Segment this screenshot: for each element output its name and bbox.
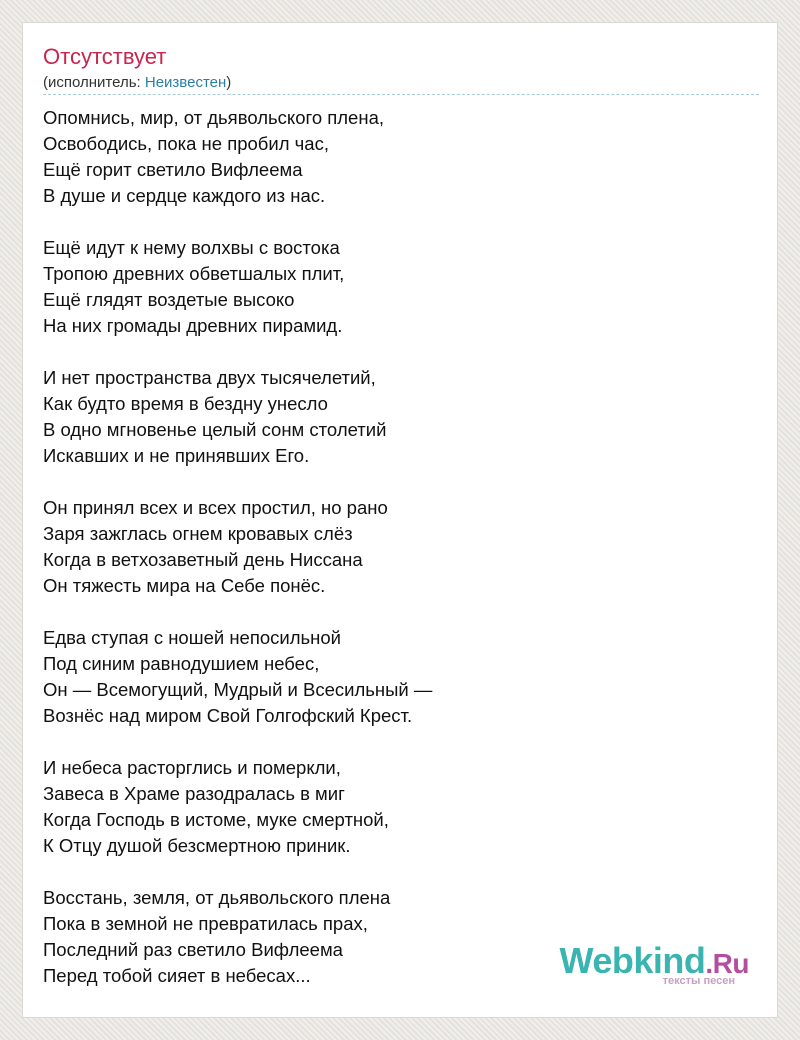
lyric-line: В одно мгновенье целый сонм столетий: [43, 419, 387, 440]
stanza: [43, 625, 743, 729]
lyric-line: Ещё глядят воздетые высоко: [43, 289, 295, 310]
song-title: Отсутствует: [43, 44, 167, 69]
stanza: [43, 365, 743, 469]
lyric-line: Когда в ветхозаветный день Ниссана: [43, 549, 363, 570]
lyric-line: И нет пространства двух тысячелетий,: [43, 367, 376, 388]
lyric-line: Он тяжесть мира на Себе понёс.: [43, 575, 326, 596]
lyric-line: Когда Господь в истоме, муке смертной,: [43, 809, 389, 830]
lyric-line: Едва ступая с ношей непосильной: [43, 627, 341, 648]
lyric-line: На них громады древних пирамид.: [43, 315, 343, 336]
site-logo[interactable]: [529, 940, 749, 991]
stanza: [43, 755, 743, 859]
lyric-line: Пока в земной не превратилась прах,: [43, 913, 368, 934]
title-divider: [43, 94, 759, 95]
lyric-line: Заря зажглась огнем кровавых слёз: [43, 523, 353, 544]
lyric-line: Завеса в Храме разодралась в миг: [43, 783, 345, 804]
lyrics-body: [43, 105, 743, 1015]
stanza: [43, 235, 743, 339]
lyric-line: Искавших и не принявших Его.: [43, 445, 310, 466]
lyric-line: Восстань, земля, от дьявольского плена: [43, 887, 391, 908]
artist-prefix: (исполнитель:: [43, 74, 145, 91]
lyric-line: И небеса расторглись и померкли,: [43, 757, 341, 778]
stanza: [43, 495, 743, 599]
lyric-line: Как будто время в бездну унесло: [43, 393, 328, 414]
lyric-line: Тропою древних обветшалых плит,: [43, 263, 345, 284]
logo-domain: .Ru: [705, 948, 749, 979]
lyric-line: Перед тобой сияет в небесах...: [43, 965, 311, 986]
lyric-line: Под синим равнодушием небес,: [43, 653, 320, 674]
artist-suffix: ): [226, 74, 232, 91]
lyric-line: Ещё идут к нему волхвы с востока: [43, 237, 340, 258]
lyrics-card: [22, 22, 778, 1018]
stanza: [43, 105, 743, 209]
lyric-line: Опомнись, мир, от дьявольского плена,: [43, 107, 384, 128]
lyric-line: Он — Всемогущий, Мудрый и Всесильный —: [43, 679, 433, 700]
artist-link[interactable]: Неизвестен: [144, 74, 227, 91]
logo-tagline: тексты песен: [662, 975, 735, 987]
lyric-line: Вознёс над миром Свой Голгофский Крест.: [43, 705, 413, 726]
song-artist-line: [43, 73, 231, 93]
lyric-line: К Отцу душой безсмертною приник.: [43, 835, 351, 856]
logo-name: Webkind: [559, 940, 706, 981]
lyric-line: Ещё горит светило Вифлеема: [43, 159, 303, 180]
lyric-line: Освободись, пока не пробил час,: [43, 133, 329, 154]
lyric-line: Он принял всех и всех простил, но рано: [43, 497, 388, 518]
lyric-line: В душе и сердце каждого из нас.: [43, 185, 326, 206]
lyric-line: Последний раз светило Вифлеема: [43, 939, 343, 960]
